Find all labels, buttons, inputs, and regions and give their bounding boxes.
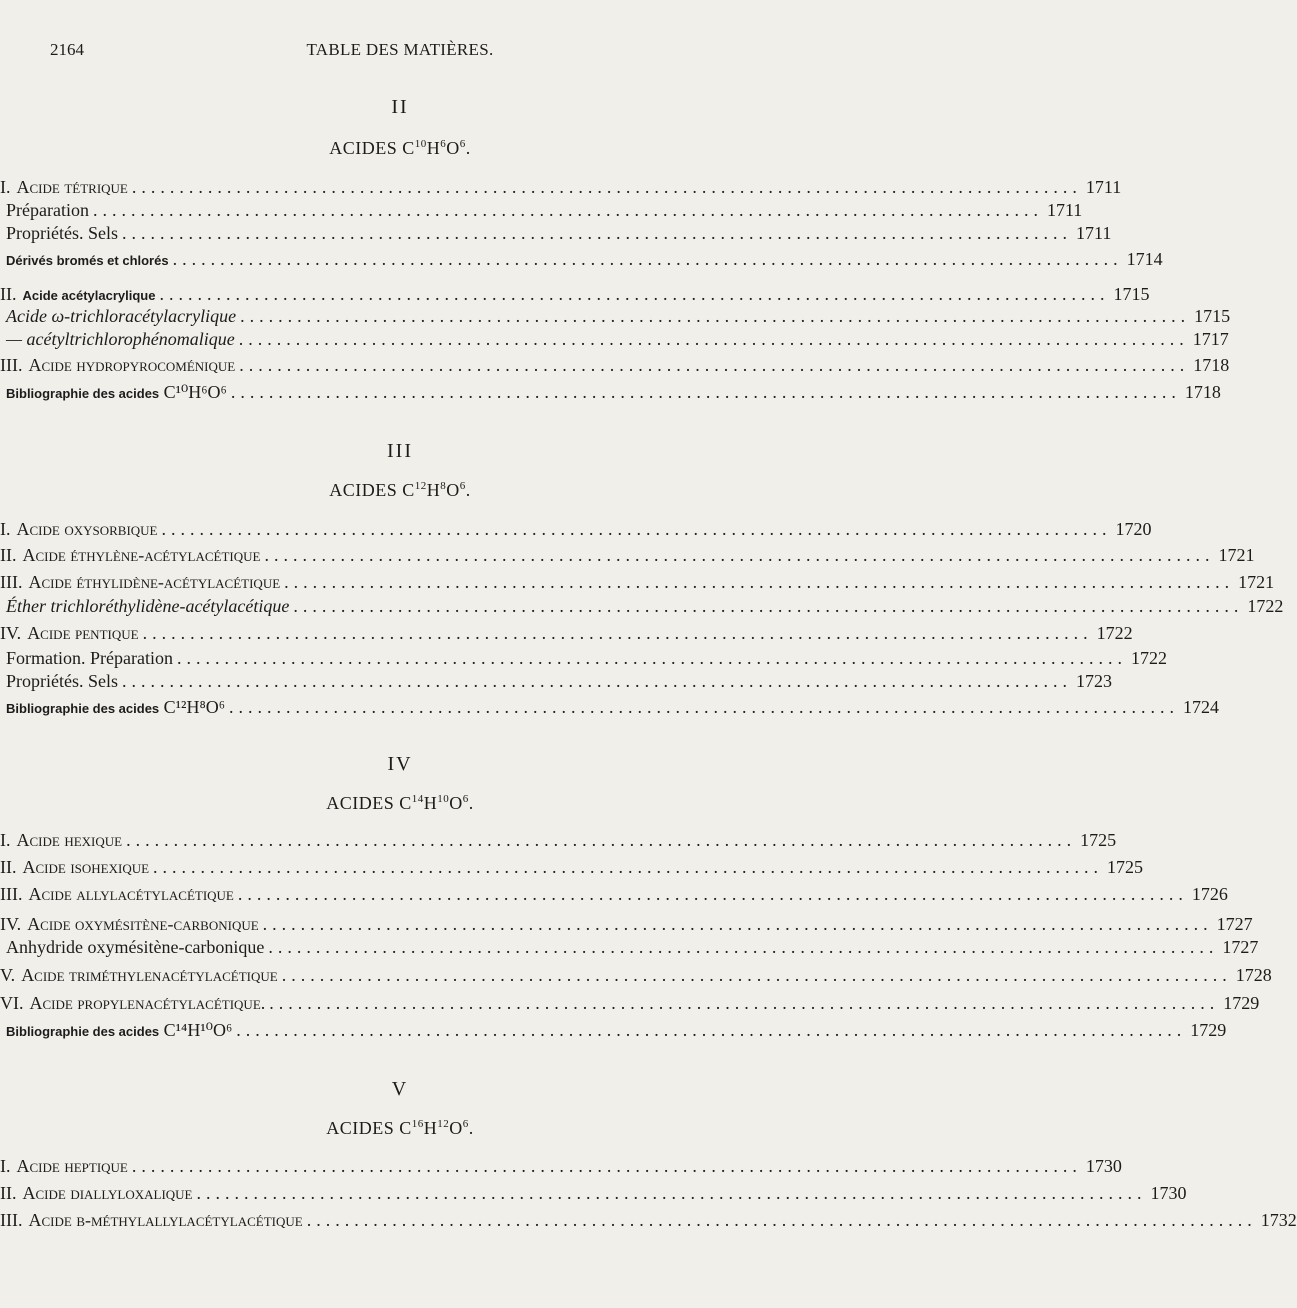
toc-entry[interactable]: V. Acide triméthylenacétylacétique .................................................................................................... 1728 [0, 965, 1272, 985]
entry-page: 1715 [1194, 306, 1231, 326]
entry-page: 1728 [1235, 965, 1272, 985]
entry-page: 1715 [1113, 284, 1150, 304]
toc-entry[interactable]: II. Acide acétylacrylique .................................................................................................... 1715 [0, 284, 1150, 304]
entry-label: Acide triméthylenacétylacétique [21, 965, 278, 985]
entry-label: Acide éthylène-acétylacétique [22, 545, 261, 565]
entry-page: 1711 [1046, 200, 1083, 220]
toc-entry[interactable] [0, 596, 1284, 620]
leader-dots: .................................................................................................... [196, 1183, 1147, 1203]
entry-label: Préparation [6, 200, 89, 220]
entry-label: Anhydride oxymésitène-carbonique [6, 937, 265, 957]
section-numeral: IV [387, 753, 413, 775]
running-title: TABLE DES MATIÈRES. [306, 40, 494, 59]
leader-dots: .................................................................................................... [159, 284, 1110, 304]
entry-page: 1718 [1193, 355, 1230, 375]
leader-dots: .................................................................................................... [264, 545, 1215, 565]
leader-dots: .................................................................................................... [284, 572, 1235, 592]
toc-entry[interactable] [0, 648, 1167, 672]
entry-label: Acide pentique [27, 623, 139, 643]
entry-label: Propriétés. Sels [6, 671, 118, 691]
section-numeral: V [391, 1078, 409, 1100]
leader-dots: .................................................................................................... [176, 648, 1127, 668]
entry-label: Propriétés. Sels [6, 223, 118, 243]
toc-entry[interactable]: II. Acide éthylène-acétylacétique .................................................................................................... 1721 [0, 545, 1255, 565]
toc-entry[interactable]: III. Acide hydropyrocoménique .................................................................................................... 1718 [0, 355, 1230, 375]
entry-page: 1722 [1130, 648, 1167, 668]
leader-dots: .................................................................................................... [172, 249, 1123, 269]
leader-dots: .................................................................................................... [237, 884, 1188, 904]
entry-page: 1730 [1150, 1183, 1187, 1203]
leader-dots: .................................................................................................... [262, 914, 1213, 934]
entry-page: 1723 [1076, 671, 1112, 691]
toc-entry[interactable] [0, 249, 1163, 273]
entry-page: 1725 [1080, 830, 1117, 850]
toc-entry[interactable]: III. Acide allylacétylacétique .................................................................................................... 1726 [0, 884, 1228, 904]
entry-label: Dérivés bromés et chlorés [6, 253, 169, 268]
entry-page: 1730 [1085, 1156, 1122, 1176]
entry-page: 1729 [1190, 1020, 1227, 1040]
toc-entry[interactable] [0, 306, 1231, 330]
section-title: ACIDES $C^{16}H^{12}O^6$. [326, 1118, 474, 1138]
toc-entry[interactable] [0, 329, 1229, 353]
entry-page: 1720 [1115, 519, 1152, 539]
entry-label: — acétyltrichlorophénomalique [6, 329, 235, 349]
entry-label: Acide oxysorbique [16, 519, 158, 539]
entry-page: 1711 [1085, 177, 1122, 197]
entry-page: 1726 [1191, 884, 1228, 904]
toc-entry[interactable] [0, 697, 1220, 721]
toc-entry[interactable] [0, 937, 1259, 961]
entry-page: 1724 [1183, 697, 1220, 717]
leader-dots: .................................................................................................... [122, 223, 1072, 243]
leader-dots: .................................................................................................... [240, 306, 1191, 326]
leader-dots: .................................................................................................... [281, 965, 1232, 985]
entry-page: 1714 [1126, 249, 1163, 269]
entry-page: 1727 [1216, 914, 1253, 934]
section-numeral: II [391, 96, 409, 118]
leader-dots: .................................................................................................... [238, 329, 1189, 349]
entry-page: 1721 [1218, 545, 1255, 565]
toc-entry[interactable] [0, 223, 1112, 247]
leader-dots: .................................................................................................... [122, 671, 1072, 691]
leader-dots: .................................................................................................... [306, 1210, 1257, 1230]
leader-dots: .................................................................................................... [131, 177, 1082, 197]
leader-dots: .................................................................................................... [92, 200, 1043, 220]
entry-label: Acide allylacétylacétique [28, 884, 234, 904]
leader-dots: .................................................................................................... [269, 993, 1220, 1013]
section-title: ACIDES $C^{10}H^6O^6$. [329, 138, 471, 158]
toc-entry[interactable]: IV. Acide pentique .................................................................................................... 1722 [0, 623, 1133, 643]
leader-dots: .................................................................................................... [161, 519, 1112, 539]
entry-page: 1725 [1107, 857, 1144, 877]
entry-label: Acide isohexique [22, 857, 150, 877]
toc-entry[interactable]: III. Acide éthylidène-acétylacétique .................................................................................................... 1721 [0, 572, 1275, 592]
entry-page: 1718 [1184, 382, 1221, 402]
entry-label: Acide tétrique [16, 177, 128, 197]
entry-page: 1729 [1223, 993, 1260, 1013]
section-numeral: III [387, 440, 413, 462]
entry-page: 1721 [1238, 572, 1275, 592]
toc-entry[interactable] [0, 671, 1112, 695]
entry-label: Acide propylenacétylacétique. [29, 993, 266, 1013]
toc-entry[interactable]: IV. Acide oxymésitène-carbonique .................................................................................................... 1727 [0, 914, 1253, 934]
toc-entry[interactable]: II. Acide diallyloxalique .................................................................................................... 1730 [0, 1183, 1187, 1203]
toc-entry[interactable] [0, 1020, 1227, 1044]
toc-entry[interactable]: I. Acide oxysorbique .................................................................................................... 1720 [0, 519, 1152, 539]
toc-entry[interactable]: III. Acide β-méthylallylacétylacétique .................................................................................................... 1732 [0, 1210, 1297, 1230]
toc-entry[interactable]: VI. Acide propylenacétylacétique. .................................................................................................... 1729 [0, 993, 1260, 1013]
entry-label: Acide oxymésitène-carbonique [27, 914, 259, 934]
toc-entry[interactable]: II. Acide isohexique .................................................................................................... 1725 [0, 857, 1144, 877]
page-number: 2164 [50, 40, 84, 59]
entry-label: Acide hexique [16, 830, 123, 850]
leader-dots: .................................................................................................... [126, 830, 1077, 850]
entry-label: Bibliographie des acides C¹⁴H¹⁰O⁶ [6, 1020, 233, 1040]
leader-dots: .................................................................................................... [230, 382, 1181, 402]
entry-label: Bibliographie des acides C¹⁰H⁶O⁶ [6, 382, 227, 402]
leader-dots: .................................................................................................... [236, 1020, 1187, 1040]
entry-page: 1717 [1192, 329, 1229, 349]
section-title: ACIDES $C^{12}H^8O^6$. [329, 480, 471, 500]
leader-dots: .................................................................................................... [229, 697, 1180, 717]
section-title: ACIDES $C^{14}H^{10}O^6$. [326, 793, 474, 813]
toc-entry[interactable] [0, 200, 1083, 224]
entry-label: Formation. Préparation [6, 648, 173, 668]
entry-page: 1722 [1096, 623, 1133, 643]
entry-label: Éther trichloréthylidène-acétylacétique [6, 596, 290, 616]
entry-label: Acide éthylidène-acétylacétique [28, 572, 281, 592]
entry-label: Acide acétylacrylique [22, 288, 156, 303]
entry-page: 1711 [1076, 223, 1112, 243]
leader-dots: .................................................................................................... [268, 937, 1219, 957]
toc-entry[interactable]: I. Acide heptique .................................................................................................... 1730 [0, 1156, 1122, 1176]
entry-label: Bibliographie des acides C¹²H⁸O⁶ [6, 697, 226, 717]
leader-dots: .................................................................................................... [142, 623, 1093, 643]
toc-entry[interactable]: I. Acide tétrique .................................................................................................... 1711 [0, 177, 1122, 197]
entry-label: Acide β-méthylallylacétylacétique [28, 1210, 303, 1230]
entry-label: Acide diallyloxalique [22, 1183, 193, 1203]
leader-dots: .................................................................................................... [153, 857, 1104, 877]
toc-entry[interactable] [0, 382, 1221, 406]
leader-dots: .................................................................................................... [131, 1156, 1082, 1176]
leader-dots: .................................................................................................... [239, 355, 1190, 375]
toc-entry[interactable]: I. Acide hexique .................................................................................................... 1725 [0, 830, 1117, 850]
entry-label: Acide ω-trichloracétylacrylique [6, 306, 237, 326]
entry-page: 1722 [1247, 596, 1284, 616]
entry-label: Acide heptique [16, 1156, 128, 1176]
leader-dots: .................................................................................................... [293, 596, 1244, 616]
entry-page: 1732 [1260, 1210, 1297, 1230]
entry-label: Acide hydropyrocoménique [28, 355, 236, 375]
entry-page: 1727 [1222, 937, 1259, 957]
